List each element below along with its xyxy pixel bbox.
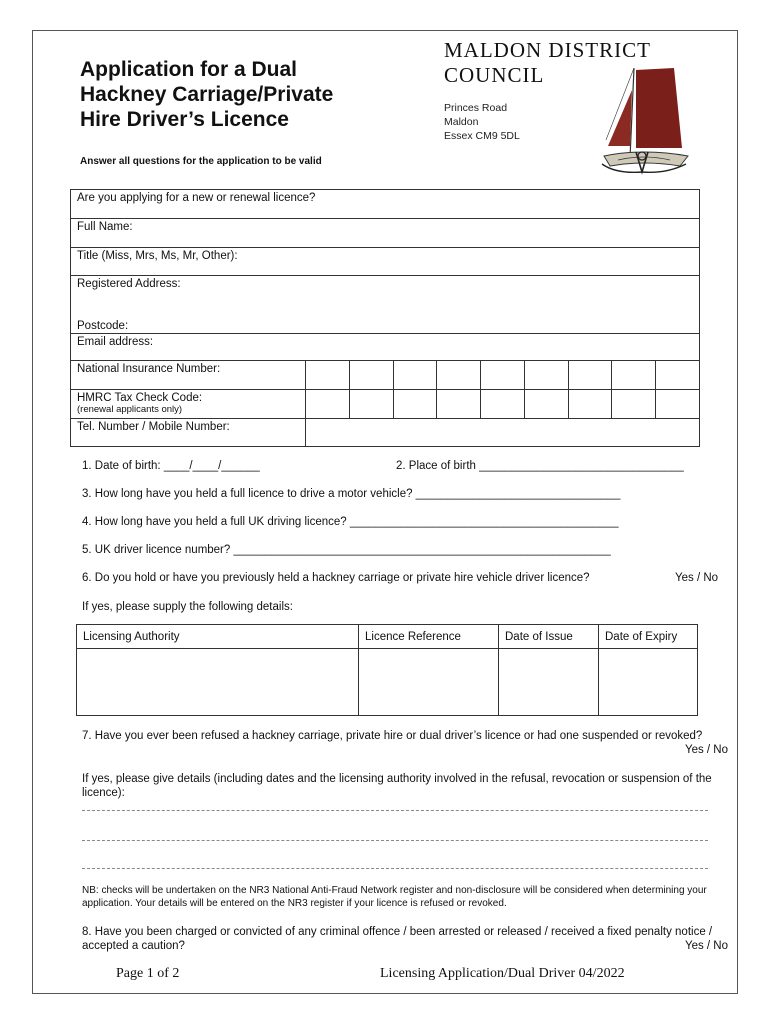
table-row	[71, 190, 700, 219]
registered-address-label: Registered Address:	[77, 278, 181, 290]
q8-text: 8. Have you been charged or convicted of any criminal offence / been arrested or released / received a fixed penalty notice / accepted a caution?	[82, 926, 713, 952]
q4-uk-licence-duration[interactable]: 4. How long have you held a full UK driving licence? __________________________________________	[82, 516, 619, 528]
title-line-3: Hire Driver’s Licence	[80, 108, 289, 131]
ni-digit-box[interactable]	[656, 361, 700, 390]
details-line[interactable]	[82, 840, 708, 841]
col-licence-reference: Licence Reference	[359, 625, 499, 649]
licensing-authority-cell[interactable]	[77, 649, 359, 716]
col-date-of-issue: Date of Issue	[499, 625, 599, 649]
address-line-2: Maldon	[444, 116, 479, 128]
table-row	[71, 219, 700, 248]
hmrc-code-box[interactable]	[393, 390, 437, 419]
ni-digit-box[interactable]	[481, 361, 525, 390]
q8-yes-no[interactable]: Yes / No	[684, 940, 728, 952]
hmrc-code-box[interactable]	[481, 390, 525, 419]
details-line[interactable]	[82, 868, 708, 869]
q8-criminal-offence	[82, 925, 728, 953]
title-field[interactable]: Title (Miss, Mrs, Ms, Mr, Other):	[71, 248, 700, 276]
table-row	[71, 276, 700, 334]
table-row	[77, 649, 698, 716]
ni-digit-box[interactable]	[568, 361, 612, 390]
ni-digit-box[interactable]	[349, 361, 393, 390]
page-title	[80, 57, 410, 132]
hmrc-code-box[interactable]	[306, 390, 350, 419]
q7-details-label: If yes, please give details (including dates and the licensing authority involved in the refusal, revocation or suspension of the licence):	[82, 773, 712, 799]
postcode-label: Postcode:	[77, 320, 129, 332]
instructions: Answer all questions for the application to be valid	[80, 156, 322, 167]
new-or-renewal-field[interactable]: Are you applying for a new or renewal licence?	[71, 190, 700, 219]
hmrc-code-box[interactable]	[524, 390, 568, 419]
q5-uk-licence-number[interactable]: 5. UK driver licence number? ___________________________________________________________	[82, 544, 611, 556]
hmrc-code-box[interactable]	[437, 390, 481, 419]
table-row	[71, 248, 700, 276]
q6-yes-no[interactable]: Yes / No	[675, 572, 719, 584]
registered-address-field[interactable]	[71, 276, 700, 334]
hmrc-code-box[interactable]	[612, 390, 656, 419]
address-line-1: Princes Road	[444, 102, 508, 114]
licence-details-table	[76, 624, 698, 716]
if-yes-details-label: If yes, please supply the following details:	[82, 601, 293, 613]
q2-place-of-birth[interactable]: 2. Place of birth ________________________________	[396, 460, 684, 472]
q1-date-of-birth[interactable]: 1. Date of birth: ____/____/______	[82, 460, 260, 472]
sailing-barge-logo-icon	[596, 60, 692, 178]
ni-digit-box[interactable]	[393, 361, 437, 390]
hmrc-code-box[interactable]	[568, 390, 612, 419]
full-name-field[interactable]: Full Name:	[71, 219, 700, 248]
date-of-issue-cell[interactable]	[499, 649, 599, 716]
q7-yes-no[interactable]: Yes / No	[684, 744, 728, 756]
tel-label: Tel. Number / Mobile Number:	[71, 419, 306, 447]
nb-notice: NB: checks will be undertaken on the NR3 National Anti-Fraud Network register and non-disclosure will be considered when determining your application. Your details will be entered on the NR3 register if your licence is refused or revoked.	[82, 885, 707, 909]
hmrc-label	[71, 390, 306, 419]
table-header-row	[77, 625, 698, 649]
hmrc-code-box[interactable]	[656, 390, 700, 419]
email-field[interactable]: Email address:	[71, 334, 700, 361]
council-line-2: COUNCIL	[444, 63, 545, 87]
q7-refused-licence	[82, 729, 728, 757]
document-reference: Licensing Application/Dual Driver 04/2022	[380, 966, 625, 981]
council-address	[444, 101, 520, 143]
hmrc-note: (renewal applicants only)	[77, 404, 183, 415]
table-row	[71, 390, 700, 419]
table-row	[71, 334, 700, 361]
address-line-3: Essex CM9 5DL	[444, 130, 520, 142]
col-licensing-authority: Licensing Authority	[77, 625, 359, 649]
col-date-of-expiry: Date of Expiry	[599, 625, 698, 649]
tel-input[interactable]	[306, 419, 700, 447]
hmrc-code-box[interactable]	[349, 390, 393, 419]
ni-digit-box[interactable]	[306, 361, 350, 390]
applicant-details-table	[70, 189, 700, 447]
q6-previous-licence: 6. Do you hold or have you previously held a hackney carriage or private hire vehicle driver licence?	[82, 572, 590, 584]
details-line[interactable]	[82, 810, 708, 811]
ni-digit-box[interactable]	[437, 361, 481, 390]
hmrc-label-text: HMRC Tax Check Code:	[77, 392, 203, 404]
council-line-1: MALDON DISTRICT	[444, 38, 651, 62]
title-line-2: Hackney Carriage/Private	[80, 83, 334, 106]
title-line-1: Application for a Dual	[80, 58, 298, 81]
q3-full-licence-duration[interactable]: 3. How long have you held a full licence to drive a motor vehicle? ________________________________	[82, 488, 621, 500]
ni-digit-box[interactable]	[524, 361, 568, 390]
ni-digit-box[interactable]	[612, 361, 656, 390]
licence-reference-cell[interactable]	[359, 649, 499, 716]
q7-text: 7. Have you ever been refused a hackney carriage, private hire or dual driver’s licence or had one suspended or revoked?	[82, 730, 703, 742]
page-number: Page 1 of 2	[116, 966, 180, 981]
date-of-expiry-cell[interactable]	[599, 649, 698, 716]
ni-number-label: National Insurance Number:	[71, 361, 306, 390]
table-row	[71, 361, 700, 390]
table-row	[71, 419, 700, 447]
